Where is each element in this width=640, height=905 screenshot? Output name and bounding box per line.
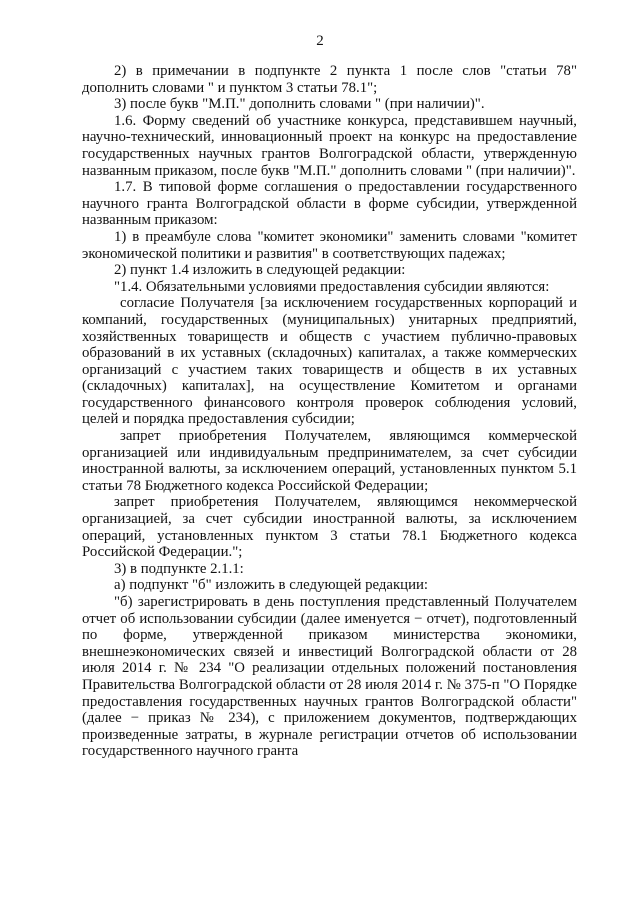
page-number: 2 <box>316 33 324 49</box>
document-body <box>82 63 577 760</box>
paragraph: а) подпункт "б" изложить в следующей редакции: <box>114 577 429 594</box>
paragraph: "б) зарегистрировать в день поступления представленный Получателем отчет об использовании субсидии (далее именуется − отчет), подготовленный по форме, утвержденной приказом министерства экономики, внешнеэкономических связей и инвестиций Волгоградской области от 28 июля 2014 г. № 234 "О реализации отдельных положений постановления Правительства Волгоградской области от 28 июля 2014 г. № 375-п "О Порядке предоставления государственных научных грантов Волгоградской области" (далее − приказ № 234), с приложением документов, подтверждающих произведенные затраты, в журнале регистрации отчетов об использовании государственного научного гранта <box>82 594 577 760</box>
paragraph: 1.7. В типовой форме соглашения о предоставлении государственного научного гранта Волгоградской области в форме субсидии, утвержденной названным приказом: <box>82 179 577 229</box>
paragraph: согласие Получателя [за исключением государственных корпораций и компаний, государственных (муниципальных) унитарных предприятий, хозяйственных товариществ и обществ с участием публично-правовых образований в их уставных (складочных) капиталах, а также коммерческих организаций с участием таких товариществ и обществ в их уставных (складочных) капиталах], на осуществление Комитетом и органами государственного финансового контроля проверок соблюдения условий, целей и порядка предоставления субсидии; <box>82 295 577 428</box>
paragraph: 1) в преамбуле слова "комитет экономики" заменить словами "комитет экономической политики и развития" в соответствующих падежах; <box>82 228 577 262</box>
paragraph: 1.6. Форму сведений об участнике конкурса, представившем научный, научно-технический, инновационный проект на конкурс на предоставление государственных научных грантов Волгоградской области, утвержденную названным приказом, после букв "М.П." дополнить словами " (при наличии)". <box>82 112 577 179</box>
paragraph: 3) после букв "М.П." дополнить словами " (при наличии)". <box>114 96 485 113</box>
paragraph: запрет приобретения Получателем, являющимся некоммерческой организацией, за счет субсидии иностранной валюты, за исключением операций, установленных пунктом 3 статьи 78.1 Бюджетного кодекса Российской Федерации."; <box>82 494 577 561</box>
paragraph: 3) в подпункте 2.1.1: <box>114 560 244 577</box>
paragraph: 2) в примечании в подпункте 2 пункта 1 после слов "статьи 78" дополнить словами " и пунктом 3 статьи 78.1"; <box>82 63 577 96</box>
paragraph: запрет приобретения Получателем, являющимся коммерческой организацией или индивидуальным предпринимателем, за счет субсидии иностранной валюты, за исключением операций, установленных пунктом 5.1 статьи 78 Бюджетного кодекса Российской Федерации; <box>82 428 577 494</box>
paragraph: "1.4. Обязательными условиями предоставления субсидии являются: <box>114 278 550 295</box>
paragraph: 2) пункт 1.4 изложить в следующей редакции: <box>114 262 406 279</box>
